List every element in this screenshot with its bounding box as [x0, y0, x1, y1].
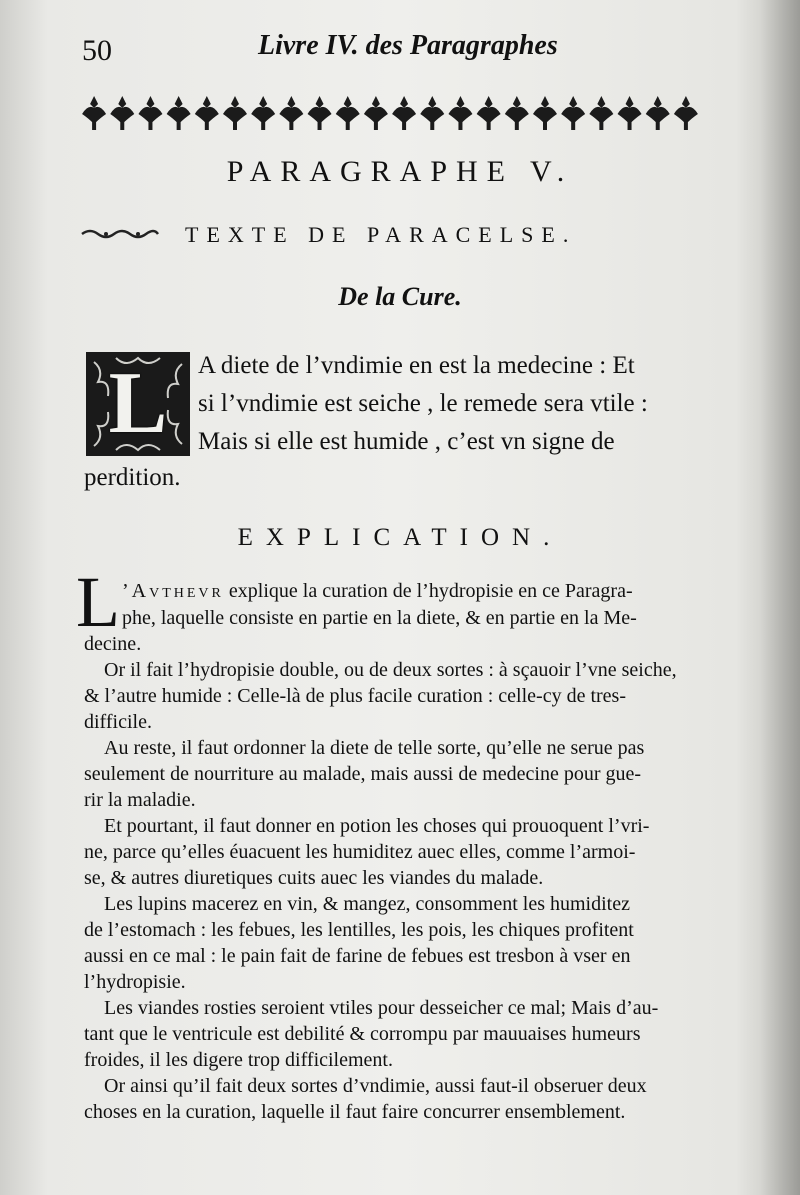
- foliage-ornament: [86, 352, 190, 456]
- explication-line-18: tant que le ventricule est debilité & corrompu par mauuaises humeurs: [84, 1023, 641, 1045]
- fleuron-icon: [82, 96, 106, 130]
- cure-subheading: De la Cure.: [338, 282, 462, 311]
- fleuron-icon: [223, 96, 247, 130]
- explication-line-10: Et pourtant, il faut donner en potion les choses qui prouoquent l’vri-: [104, 815, 650, 837]
- fleuron-icon: [336, 96, 360, 130]
- fleuron-icon: [364, 96, 388, 130]
- fleuron-icon: [618, 96, 642, 130]
- explication-line-17: Les viandes rosties seroient vtiles pour desseicher ce mal; Mais d’au-: [104, 997, 659, 1019]
- texte-line-4: perdition.: [84, 464, 181, 491]
- explication-line-6: difficile.: [84, 711, 152, 733]
- fleuron-icon: [674, 96, 698, 130]
- fleuron-icon: [561, 96, 585, 130]
- fleuron-icon: [448, 96, 472, 130]
- explication-line-1-rest: explique la curation de l’hydropisie en ce Paragra-: [223, 580, 633, 602]
- explication-line-2: phe, laquelle consiste en partie en la diete, & en partie en la Me-: [122, 607, 637, 629]
- fleuron-icon: [110, 96, 134, 130]
- explication-line-1: [122, 580, 633, 603]
- dropcap-letter: L: [108, 355, 168, 452]
- explication-line-15: aussi en ce mal : le pain fait de farine de febues est tresbon à vser en: [84, 945, 631, 967]
- explication-line-19: froides, il les digere trop difficilement.: [84, 1049, 393, 1071]
- paragraph-title: PARAGRAPHE V.: [226, 155, 574, 188]
- explication-heading: EXPLICATION.: [237, 524, 563, 551]
- fleuron-icon: [477, 96, 501, 130]
- explication-line-8: seulement de nourriture au malade, mais aussi de medecine pour gue-: [84, 763, 642, 785]
- explication-line-4: Or il fait l’hydropisie double, ou de deux sortes : à sçauoir l’vne seiche,: [104, 659, 677, 681]
- explication-initial: L: [76, 562, 120, 642]
- texte-line-2: si l’vndimie est seiche , le remede sera vtile :: [198, 390, 648, 417]
- texte-heading: TEXTE DE PARACELSE.: [185, 222, 577, 247]
- fleuron-icon: [589, 96, 613, 130]
- fleuron-icon: [195, 96, 219, 130]
- fleuron-band-ornament: [80, 92, 700, 132]
- fleuron-icon: [167, 96, 191, 130]
- fleuron-icon: [533, 96, 557, 130]
- fleuron-icon: [505, 96, 529, 130]
- texte-line-1: A diete de l’vndimie en est la medecine : Et: [198, 352, 635, 379]
- explication-line-9: rir la maladie.: [84, 789, 196, 811]
- fleuron-icon: [420, 96, 444, 130]
- fleuron-icon: [138, 96, 162, 130]
- explication-line-7: Au reste, il faut ordonner la diete de telle sorte, qu’elle ne serue pas: [104, 737, 645, 759]
- fleuron-icon: [279, 96, 303, 130]
- running-head: Livre IV. des Paragraphes: [258, 30, 558, 61]
- page-number: 50: [82, 34, 112, 67]
- explication-line-5: & l’autre humide : Celle-là de plus facile curation : celle-cy de tres-: [84, 685, 626, 707]
- explication-line-13: Les lupins macerez en vin, & mangez, consomment les humiditez: [104, 893, 630, 915]
- printers-mark-ornament: [80, 228, 160, 240]
- explication-line-21: choses en la curation, laquelle il faut faire concurrer ensemblement.: [84, 1101, 626, 1123]
- explication-line-11: ne, parce qu’elles éuacuent les humiditez auec elles, comme l’armoi-: [84, 841, 636, 863]
- explication-line-16: l’hydropisie.: [84, 971, 186, 993]
- fleuron-icon: [308, 96, 332, 130]
- fleuron-icon: [646, 96, 670, 130]
- fleuron-icon: [392, 96, 416, 130]
- author-word: ’Avthevr: [122, 580, 224, 602]
- explication-line-14: de l’estomach : les febues, les lentilles, les pois, les chiques profitent: [84, 919, 634, 941]
- explication-line-12: se, & autres diuretiques cuits auec les viandes du malade.: [84, 867, 544, 889]
- decorated-dropcap: [86, 352, 190, 456]
- texte-line-3: Mais si elle est humide , c’est vn signe de: [198, 428, 615, 455]
- explication-line-3: decine.: [84, 633, 142, 655]
- explication-line-20: Or ainsi qu’il fait deux sortes d’vndimie, aussi faut-il obseruer deux: [104, 1075, 647, 1097]
- fleuron-icon: [251, 96, 275, 130]
